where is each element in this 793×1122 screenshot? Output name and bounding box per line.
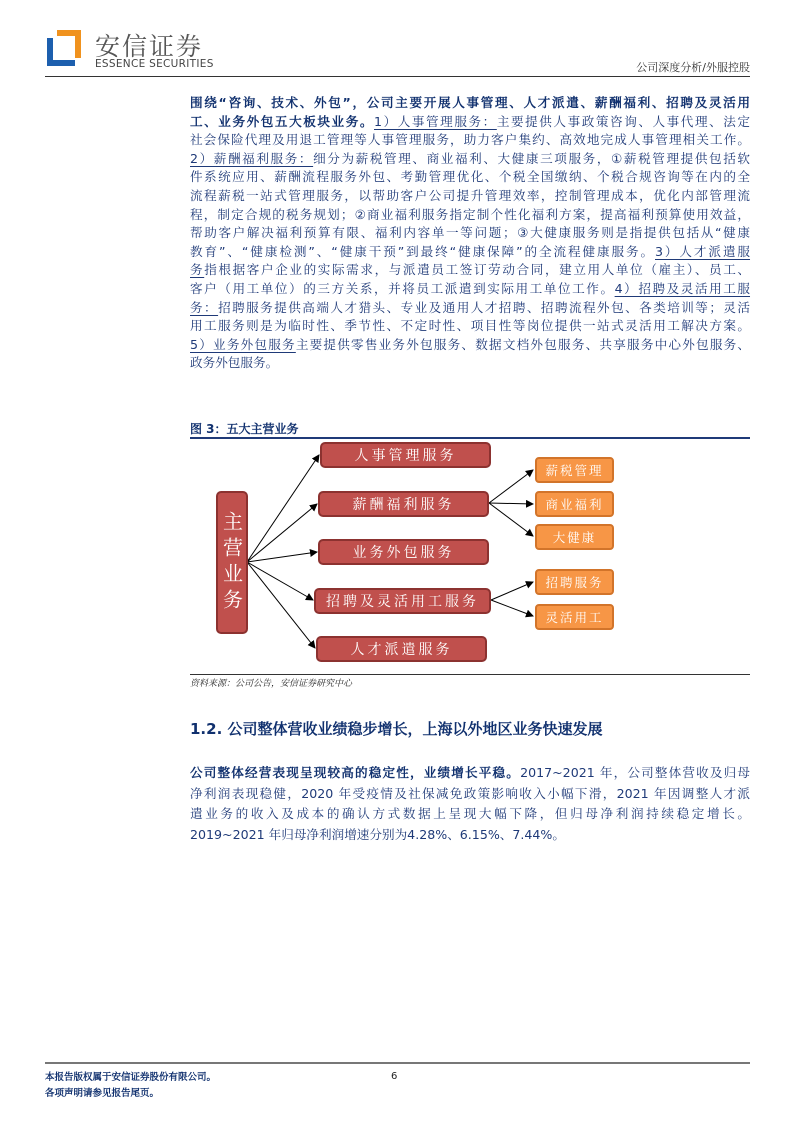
- service-box-salary: 薪酬福利服务: [318, 491, 489, 517]
- bold-lead: 工、业务外包五大板块业务。: [190, 113, 374, 129]
- arrow: [247, 455, 319, 562]
- service-label: 务：: [190, 299, 219, 315]
- arrow: [247, 562, 315, 648]
- footer-copyright: 本报告版权属于安信证券股份有限公司。: [45, 1072, 217, 1083]
- arrow: [489, 503, 533, 536]
- bold-lead: 围绕“咨询、技术、外包”，公司主要开展人事管理、人才派遣、薪酬福利、招聘及灵活用: [190, 95, 750, 110]
- figure-title: 图 3：五大主营业务: [190, 422, 299, 436]
- sub-box-flexible: 灵活用工: [535, 604, 614, 630]
- text-segment: 2017~2021 年，公司整体营收及归母: [520, 765, 751, 780]
- text-segment: 遣业务的收入及成本的确认方式数据上呈现大幅下降，但归母净利润持续稳定增长。: [190, 806, 750, 822]
- service-label: 3）人才派遣服: [655, 243, 751, 259]
- main-business-box: 主营业务: [216, 491, 248, 634]
- figure-source: 资料来源：公司公告，安信证券研究中心: [190, 679, 353, 689]
- text-segment: 流程薪税一站式管理服务，以帮助客户公司提升管理效率，控制管理成本，优化内部管理流: [190, 188, 750, 203]
- page-number: 6: [391, 1071, 398, 1082]
- text-segment: 2019~2021 年归母净利润增速分别为4.28%、6.15%、7.44%。: [190, 826, 565, 842]
- arrow: [247, 562, 313, 600]
- text-segment: 客户（用工单位）的三方关系，并将员工派遣到实际用工单位工作。: [190, 281, 615, 296]
- text-segment: 主要提供零售业务外包服务、数据文档外包服务、共享服务中心外包服务、: [295, 336, 751, 352]
- service-label: 5）业务外包服务: [190, 336, 296, 352]
- sub-box-recruit: 招聘服务: [535, 569, 614, 595]
- service-box-hr: 人事管理服务: [320, 442, 491, 468]
- service-box-outsourcing: 业务外包服务: [318, 539, 489, 565]
- text-segment: 主要提供人事政策咨询、人事代理、法定: [496, 113, 751, 129]
- text-segment: 件系统应用、薪酬流程服务外包、考勤管理优化、个税全国缴纳、个税合规咨询等在内的全: [190, 169, 750, 185]
- text-segment: 帮助客户解决福利预算有限、福利内容单一等问题；③大健康服务则是指提供包括从“健康: [190, 225, 750, 241]
- sub-box-health: 大健康: [535, 524, 614, 550]
- text-segment: 招聘服务提供高端人才猎头、专业及通用人才招聘、招聘流程外包、各类培训等；灵活: [218, 299, 751, 315]
- service-box-dispatch: 人才派遣服务: [316, 636, 487, 662]
- arrow: [491, 582, 533, 600]
- text-segment: 细分为薪税管理、商业福利、大健康三项服务，①薪税管理提供包括软: [313, 150, 751, 166]
- arrow: [489, 470, 533, 503]
- service-box-recruitment: 招聘及灵活用工服务: [314, 588, 491, 614]
- text-segment: 净利润表现稳健，2020 年受疫情及社保减免政策影响收入小幅下滑，2021 年因调整人才派: [190, 785, 750, 801]
- text-line: [190, 763, 750, 783]
- section-heading: 1.2. 公司整体营收业绩稳步增长，上海以外地区业务快速发展: [190, 720, 603, 738]
- sub-box-benefits: 商业福利: [535, 491, 614, 517]
- arrow: [489, 503, 533, 504]
- sub-box-tax: 薪税管理: [535, 457, 614, 483]
- text-segment: 用工服务则是为临时性、季节性、不定时性、项目性等岗位提供一站式灵活用工解决方案。: [190, 318, 750, 334]
- logo-text-en: ESSENCE SECURITIES: [95, 58, 214, 70]
- footer-divider: [45, 1062, 750, 1064]
- service-label: 1）人事管理服务：: [374, 113, 497, 129]
- text-line: [190, 825, 750, 845]
- footer-disclaimer: 各项声明请参见报告尾页。: [45, 1088, 160, 1099]
- text-segment: 政务外包服务。: [190, 355, 279, 371]
- text-line: [190, 804, 750, 824]
- bold-lead: 公司整体经营表现呈现较高的稳定性，业绩增长平稳。: [190, 765, 521, 780]
- logo-text-cn: 安信证券: [95, 32, 204, 61]
- text-segment: 教育”、“健康检测”、“健康干预”到最终“健康保障”的全流程健康服务。: [190, 243, 655, 259]
- text-segment: 指根据客户企业的实际需求，与派遣员工签订劳动合同，建立用人单位（雇主）、员工、: [204, 262, 751, 278]
- service-label: 2）薪酬福利服务：: [190, 150, 314, 166]
- text-segment: 社会保险代理及用退工管理等人事管理服务，助力客户集约、高效地完成人事管理相关工作。: [190, 132, 750, 148]
- service-label: 4）招聘及灵活用工服: [614, 281, 751, 296]
- arrow: [491, 600, 533, 616]
- source-rule: [190, 674, 750, 675]
- text-line: [190, 784, 750, 804]
- service-label: 务: [190, 262, 205, 278]
- report-type: 公司深度分析/外服控股: [636, 61, 750, 74]
- text-segment: 程，制定合规的税务规划；②商业福利服务指定制个性化福利方案，提高福利预算使用效益，: [190, 206, 750, 222]
